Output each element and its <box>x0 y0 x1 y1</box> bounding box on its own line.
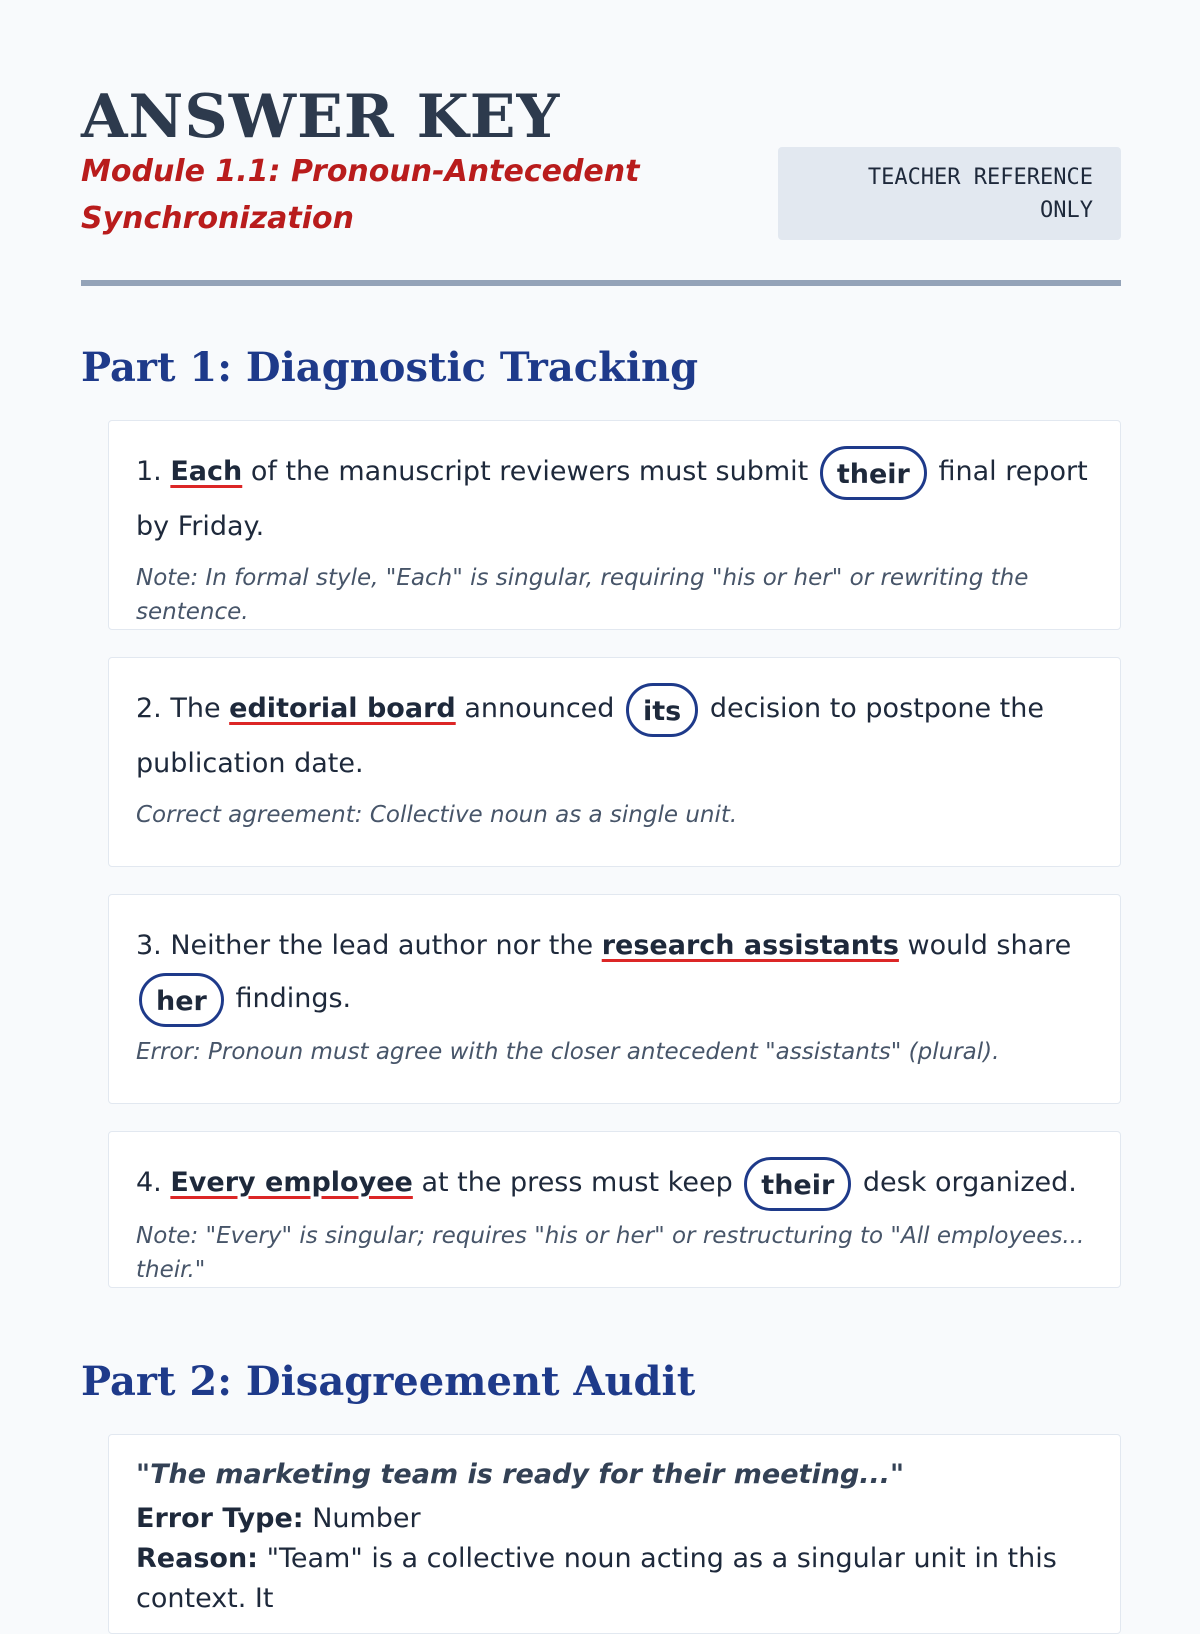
header-divider <box>81 280 1121 286</box>
antecedent: Every employee <box>170 1167 413 1198</box>
item-note: Note: "Every" is singular; requires "his or her" or restructuring to "All employees... their." <box>136 1222 1085 1283</box>
antecedent: editorial board <box>229 693 456 724</box>
header <box>81 0 1121 290</box>
reason-line <box>136 1539 1094 1619</box>
module-subtitle: Module 1.1: Pronoun-Antecedent Synchronization <box>81 154 640 236</box>
sentence-end: findings. <box>235 983 352 1014</box>
error-type-value: Number <box>312 1503 421 1534</box>
item-note: Note: In formal style, "Each" is singular, requiring "his or her" or rewriting the sentence. <box>136 564 1029 625</box>
pronoun-circle: its <box>626 683 698 737</box>
part2-heading: Part 2: Disagreement Audit <box>81 1358 696 1405</box>
sentence-end: final report by Friday. <box>136 456 1088 542</box>
sentence-end: decision to postpone the publication date. <box>136 693 1044 779</box>
audit-quote: "The marketing team is ready for their meeting..." <box>136 1459 905 1490</box>
item-sentence <box>136 682 1094 790</box>
sentence-mid: at the press must keep <box>421 1167 733 1198</box>
item-number: 4. <box>136 1167 162 1198</box>
sentence-mid: of the manuscript reviewers must submit <box>250 456 809 487</box>
error-type-label: Error Type: <box>136 1503 304 1534</box>
audit-card <box>108 1434 1121 1634</box>
item-card-3 <box>108 894 1121 1104</box>
antecedent: research assistants <box>601 930 899 961</box>
part1-heading: Part 1: Diagnostic Tracking <box>81 344 699 391</box>
item-number: 1. <box>136 456 162 487</box>
item-number: 3. <box>136 930 162 961</box>
item-sentence <box>136 1156 1094 1211</box>
item-sentence <box>136 445 1094 553</box>
pronoun-circle: her <box>139 973 224 1027</box>
answer-key-page <box>81 0 1121 1614</box>
item-number: 2. <box>136 693 162 724</box>
pronoun-circle: their <box>744 1157 851 1211</box>
teacher-reference-badge <box>778 147 1121 240</box>
pronoun-circle: their <box>820 446 927 500</box>
sentence-mid: would share <box>907 930 1072 961</box>
item-card-4 <box>108 1131 1121 1288</box>
reason-value: "Team" is a collective noun acting as a singular unit in this context. It <box>136 1543 1057 1614</box>
item-note: Correct agreement: Collective noun as a single unit. <box>136 801 738 828</box>
error-type-line <box>136 1499 1094 1539</box>
sentence-end: desk organized. <box>862 1167 1077 1198</box>
item-card-1 <box>108 420 1121 630</box>
page-title: ANSWER KEY <box>81 82 561 152</box>
sentence-start: Neither the lead author nor the <box>170 930 594 961</box>
badge-line-1: TEACHER REFERENCE <box>867 165 1093 190</box>
sentence-start: The <box>170 693 221 724</box>
item-sentence <box>136 919 1094 1027</box>
badge-line-2: ONLY <box>1040 198 1093 223</box>
item-note: Error: Pronoun must agree with the closer antecedent "assistants" (plural). <box>136 1038 1000 1065</box>
antecedent: Each <box>170 456 243 487</box>
sentence-mid: announced <box>464 693 615 724</box>
item-card-2 <box>108 657 1121 867</box>
reason-label: Reason: <box>136 1543 258 1574</box>
